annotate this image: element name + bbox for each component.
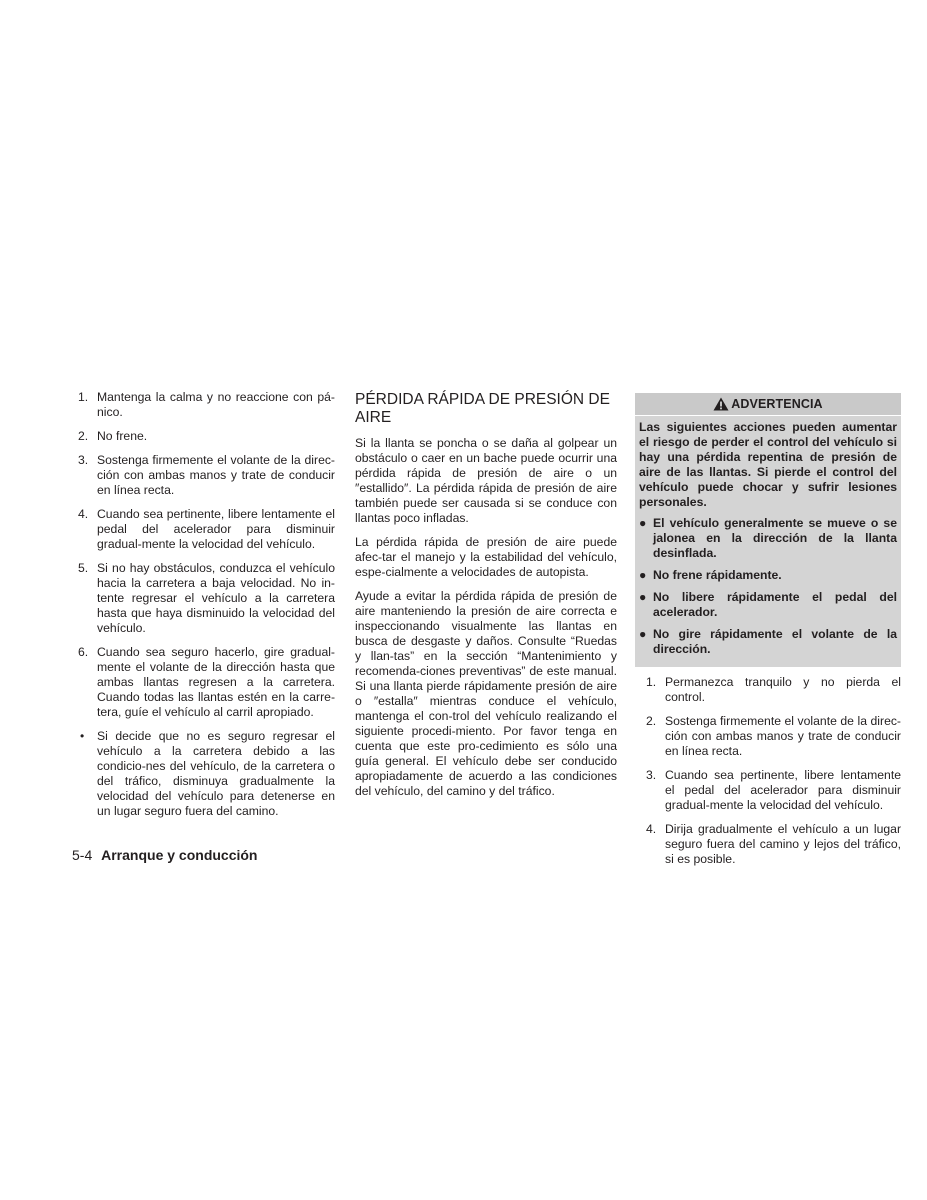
list-item: ● No gire rápidamente el volante de la dirección. xyxy=(639,627,897,656)
paragraph: Si la llanta se poncha o se daña al golpear un obstáculo o caer en un bache puede ocurrir una pérdida rápida de presión de aire o un ″estallido″. La pérdida rápida de presión de aire también puede ser causada si se conduce con llantas poco infladas. xyxy=(355,436,617,525)
warning-heading: ADVERTENCIA xyxy=(731,396,823,411)
warning-box xyxy=(635,393,901,667)
warning-bullets xyxy=(639,516,897,657)
list-item: 4. Cuando sea pertinente, libere lentamente el pedal del acelerador para disminuir gradual-mente la velocidad del vehículo. xyxy=(78,507,335,551)
page-footer xyxy=(72,847,257,863)
section-title: PÉRDIDA RÁPIDA DE PRESIÓN DE AIRE xyxy=(355,391,610,426)
list-item: 3. Cuando sea pertinente, libere lentamente el pedal del acelerador para disminuir gradual-mente la velocidad del vehículo. xyxy=(646,768,901,812)
page-number: 5-4 xyxy=(72,847,93,863)
list-item: 2. Sostenga firmemente el volante de la direc-ción con ambas manos y trate de conducir en línea recta. xyxy=(646,714,901,758)
paragraph: Ayude a evitar la pérdida rápida de presión de aire manteniendo la presión de aire correcta e inspeccionando visualmente las llantas en busca de desgaste y daños. Consulte “Ruedas y llan-tas” en la sección “Mantenimiento y recomenda-ciones preventivas” de este manual. Si una llanta pierde rápidamente presión de aire o ″estalla″ mientras conduce el vehículo, mantenga el con-trol del vehículo realizando el siguiente procedi-miento. Por favor tenga en cuenta que este pro-cedimiento es sólo una guía general. El vehículo debe ser conducido apropiadamente de acuerdo a las condiciones del vehículo, del camino y del tráfico. xyxy=(355,589,617,798)
list-item: ● El vehículo generalmente se mueve o se jalonea en la dirección de la llanta desinflada. xyxy=(639,516,897,560)
left-steps-list xyxy=(78,390,335,819)
list-item: 2. No frene. xyxy=(78,429,148,443)
list-item: 1. Permanezca tranquilo y no pierda el control. xyxy=(646,675,901,704)
list-item: 1. Mantenga la calma y no reaccione con pá-nico. xyxy=(78,390,335,419)
warning-triangle-icon xyxy=(713,397,729,411)
paragraph: La pérdida rápida de presión de aire puede afec-tar el manejo y la estabilidad del vehículo, espe-cialmente a velocidades de autopista. xyxy=(355,535,617,579)
left-column xyxy=(78,390,335,828)
list-item: 3. Sostenga firmemente el volante de la direc-ción con ambas manos y trate de conducir en línea recta. xyxy=(78,453,335,497)
warning-intro: Las siguientes acciones pueden aumentar el riesgo de perder el control del vehículo si hay una pérdida repentina de presión de aire de las llantas. Si pierde el control del vehículo puede chocar y sufrir lesiones personales. xyxy=(639,420,897,509)
chapter-title: Arranque y conducción xyxy=(101,847,258,863)
bullet-icon: ● xyxy=(639,516,647,530)
list-item: ● No frene rápidamente. xyxy=(639,568,782,582)
list-item: • Si decide que no es seguro regresar el vehículo a la carretera debido a las condicio-nes del vehículo, de la carretera o del tráfico, disminuya gradualmente la velocidad del vehículo para detenerse en un lugar seguro fuera del camino. xyxy=(80,729,335,818)
bullet-icon: ● xyxy=(639,568,647,582)
bullet-icon: ● xyxy=(639,627,647,641)
bullet-icon: ● xyxy=(639,590,647,604)
right-column xyxy=(638,393,901,876)
right-steps-list xyxy=(638,675,901,867)
list-item: 4. Dirija gradualmente el vehículo a un lugar seguro fuera del camino y lejos del tráfico, si es posible. xyxy=(646,822,901,866)
bullet-icon: • xyxy=(80,729,85,743)
list-item: 6. Cuando sea seguro hacerlo, gire gradual-mente el volante de la dirección hasta que ambas llantas regresen a la carretera. Cuando todas las llantas estén en la carre-tera, guíe el vehículo al carril apropiado. xyxy=(78,645,335,719)
middle-column xyxy=(355,390,617,808)
list-item: ● No libere rápidamente el pedal del acelerador. xyxy=(639,590,897,619)
warning-header xyxy=(635,393,901,416)
list-item: 5. Si no hay obstáculos, conduzca el vehículo hacia la carretera a baja velocidad. No in-tente regresar el vehículo a la carretera hasta que haya disminuido la velocidad del vehículo. xyxy=(78,561,335,635)
